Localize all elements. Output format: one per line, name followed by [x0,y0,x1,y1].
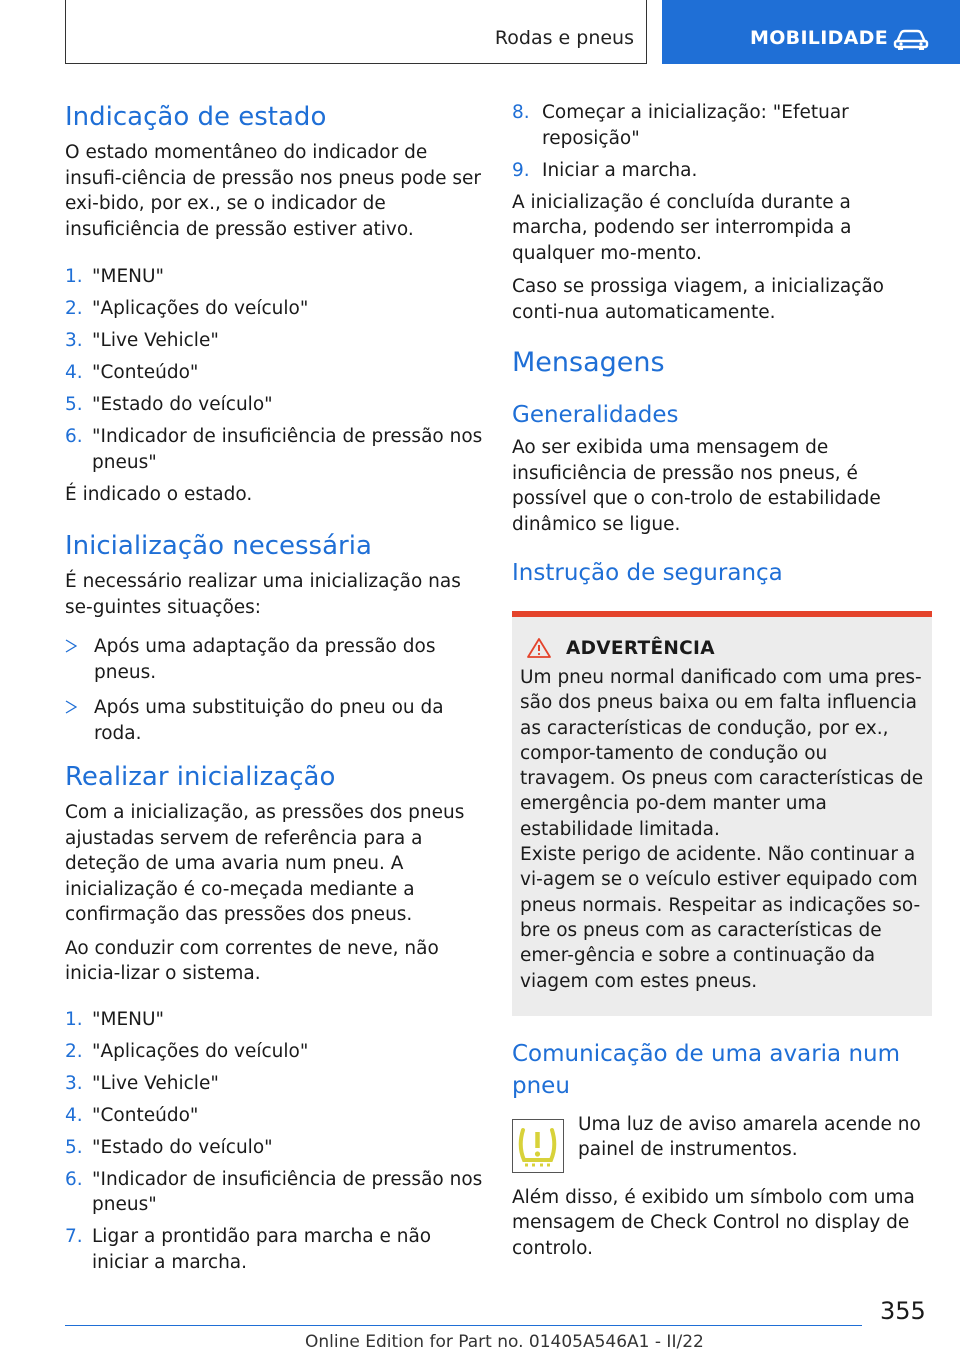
list-item: 5. "Estado do veículo" [65,394,273,415]
init-needed-paragraph: É necessário realizar uma inicialização nas se-guintes situações: [65,571,461,618]
list-item: 8. Começar a inicialização: "Efetuar reposição" [512,102,849,149]
do-init-steps [65,1007,483,1276]
do-init-paragraph-2: Ao conduzir com correntes de neve, não inicia-lizar o sistema. [65,937,439,984]
edition-note: Online Edition for Part no. 01405A546A1 - II/22 [305,1332,704,1352]
tire-pressure-warning-icon [512,1119,564,1173]
list-item: 4. "Conteúdo" [65,1104,199,1126]
list-item: 6. "Indicador de insuficiência de pressão nos pneus" [65,1168,483,1215]
list-item: Após uma adaptação da pressão dos pneus. [65,634,483,685]
list-item: 5. "Estado do veículo" [65,1136,273,1158]
list-item: 3. "Live Vehicle" [65,1072,219,1094]
list-item: 1. "MENU" [65,1008,165,1030]
car-icon [893,28,929,52]
after-init-paragraph-2: Caso se prossiga viagem, a inicialização conti-nua automaticamente. [512,276,884,323]
right-column [512,100,932,1261]
list-item: 2. "Aplicações do veículo" [65,298,309,319]
warning-paragraph-1: Um pneu normal danificado com uma pres-são dos pneus baixa ou em falta influencia as características de condução, por ex., compor-tamento de condução ou travagem. Os pneus com características de emergência po-dem manter uma estabilidade limitada. [520,667,924,840]
status-heading: Indicação de estado [65,102,327,132]
left-column [65,100,483,1282]
list-item: 2. "Aplicações do veículo" [65,1040,309,1062]
list-item: 7. Ligar a prontidão para marcha e não iniciar a marcha. [65,1226,432,1273]
warning-paragraph-2: Existe perigo de acidente. Não continuar a vi-agem se o veículo estiver equipado com pneus normais. Respeitar as indicações so-bre os pneus com as características de emer-gência e sobre a continuação da viagem com estes pneus. [520,844,921,992]
list-item: 6. "Indicador de insuficiência de pressão nos pneus" [65,426,483,473]
list-item: 1. "MENU" [65,266,165,287]
general-heading: Generalidades [512,402,679,428]
list-item: Após uma substituição do pneu ou da roda. [65,695,483,746]
warning-box [512,611,932,1016]
page-number: 355 [880,1297,926,1325]
safety-heading: Instrução de segurança [512,560,783,586]
failure-indicator-row [512,1112,932,1173]
failure-paragraph: Uma luz de aviso amarela acende no painel de instrumentos. [578,1113,921,1161]
warning-triangle-icon [526,637,552,659]
do-init-heading: Realizar inicialização [65,762,336,792]
section-tab [662,0,960,64]
list-item: 4. "Conteúdo" [65,362,199,383]
general-paragraph: Ao ser exibida uma mensagem de insuficiência de pressão nos pneus, é possível que o con-trolo de estabilidade dinâmico se ligue. [512,437,881,535]
list-item: 3. "Live Vehicle" [65,330,219,351]
failure-paragraph-2: Além disso, é exibido um símbolo com uma mensagem de Check Control no display de controlo. [512,1186,915,1259]
header-chapter-box [65,0,647,64]
messages-heading: Mensagens [512,347,665,378]
status-result: É indicado o estado. [65,483,253,505]
init-needed-heading: Inicialização necessária [65,531,372,561]
bullet-triangle-icon [65,700,77,714]
status-steps [65,264,483,475]
status-paragraph: O estado momentâneo do indicador de insufi-ciência de pressão nos pneus pode ser exi-bido, por ex., se o indicador de insuficiência de pressão estiver ativo. [65,142,481,240]
warning-label: ADVERTÊNCIA [566,637,715,659]
do-init-paragraph-1: Com a inicialização, as pressões dos pneus ajustadas servem de referência para a deteção de uma avaria num pneu. A inicialização é co-meçada mediante a confirmação das pressões dos pneus. [65,802,465,925]
chapter-title: Rodas e pneus [494,27,634,49]
continued-steps [512,100,932,183]
bullet-triangle-icon [65,639,77,653]
list-item: 9. Iniciar a marcha. [512,159,698,181]
failure-heading: Comunicação de uma avaria num pneu [512,1040,901,1099]
footer-divider [65,1325,862,1326]
section-title: MOBILIDADE [750,27,889,49]
after-init-paragraph-1: A inicialização é concluída durante a marcha, podendo ser interrompida a qualquer mo-mento. [512,191,852,264]
init-needed-list [65,634,483,746]
warning-header [526,637,924,659]
